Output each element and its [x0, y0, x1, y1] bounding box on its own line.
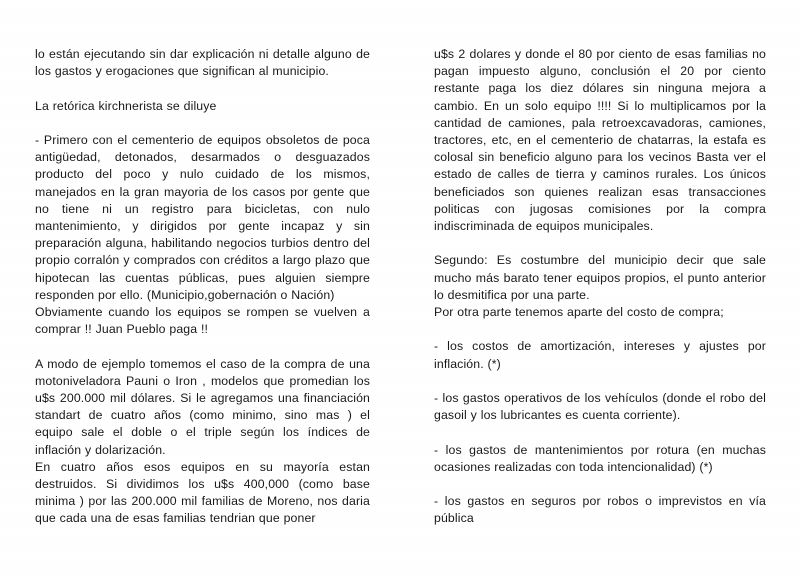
paragraph-spacer	[434, 373, 766, 390]
continuation-paragraph: lo están ejecutando sin dar explicación ni detalle alguno de los gastos y erogaciones que significan al municipio.	[35, 47, 370, 79]
right-column	[400, 0, 800, 528]
bullet-operativos: - los gastos operativos de los vehículos (donde el robo del gasoil y los lubricantes es cuenta corriente).	[434, 391, 766, 423]
paragraph-segundo: Segundo: Es costumbre del municipio decir que sale mucho más barato tener equipos propios, el punto anterior lo desmitifica por una parte.	[434, 253, 766, 302]
paragraph-spacer	[434, 321, 766, 338]
paragraph-spacer	[434, 476, 766, 493]
bullet-primero: - Primero con el cementerio de equipos obsoletos de poca antigüedad, detonados, desarmados o desguazados producto del poco y nulo cuidado de los mismos, manejados en la gran mayoria de los casos por gente que no tiene ni un registro para bicicletas, con nulo mantenimiento, y dirigidos por gente incapaz y sin preparación alguna, habilitando negocios turbios dentro del propio corralón y comprados con créditos a largo plazo que hipotecan las cuentas públicas, pues alguien siempre responden por ello. (Municipio,gobernación o Nación)	[35, 132, 370, 302]
paragraph-spacer	[35, 115, 370, 132]
paragraph-spacer	[434, 424, 766, 441]
paragraph-spacer	[35, 80, 370, 97]
paragraph-obviamente: Obviamente cuando los equipos se rompen se vuelven a comprar !! Juan Pueblo paga !!	[35, 305, 370, 337]
heading-retorica: La retórica kirchnerista se diluye	[35, 98, 217, 113]
paragraph-spacer	[434, 235, 766, 252]
paragraph-dolares-continuation: u$s 2 dolares y donde el 80 por ciento de esas familias no pagan impuesto alguno, conclusión el 20 por ciento restante paga los diez dólares sin ninguna mejora a cambio. En un solo equipo !!!! Si lo multiplicamos por la cantidad de camiones, pala retroexcavadoras, camiones, tractores, etc, en el cementerio de chatarras, la estafa es colosal sin beneficio alguno para los vecinos Basta ver el estado de calles de tierra y caminos rurales. Los únicos beneficiados son quienes realizan esas transacciones politicas con jugosas comisiones por la compra indiscriminada de equipos municipales.	[434, 47, 766, 234]
bullet-mantenimientos: - los gastos de mantenimientos por rotura (en muchas ocasiones realizadas con toda intencionalidad) (*)	[434, 442, 766, 474]
bullet-amortizacion: - los costos de amortización, intereses y ajustes por inflación. (*)	[434, 339, 766, 371]
bullet-seguros: - los gastos en seguros por robos o imprevistos en vía pública	[434, 494, 766, 526]
paragraph-ejemplo: A modo de ejemplo tomemos el caso de la compra de una motoniveladora Pauni o Iron , modelos que promedian los u$s 200.000 mil dólares. Si le agregamos una financiación standart de cuatro años (como minimo, sino mas ) el equipo sale el doble o el triple según los índices de inflación y dolarización.	[35, 356, 370, 457]
left-column	[0, 0, 400, 528]
paragraph-por-otra-parte: Por otra parte tenemos aparte del costo de compra;	[434, 305, 724, 320]
paragraph-spacer	[35, 338, 370, 355]
paragraph-cuatro-anos: En cuatro años esos equipos en su mayoría estan destruidos. Si dividimos los u$s 400,000 (como base minima ) por las 200.000 mil familias de Moreno, nos daria que cada una de esas familias tendrian que poner	[35, 459, 370, 526]
